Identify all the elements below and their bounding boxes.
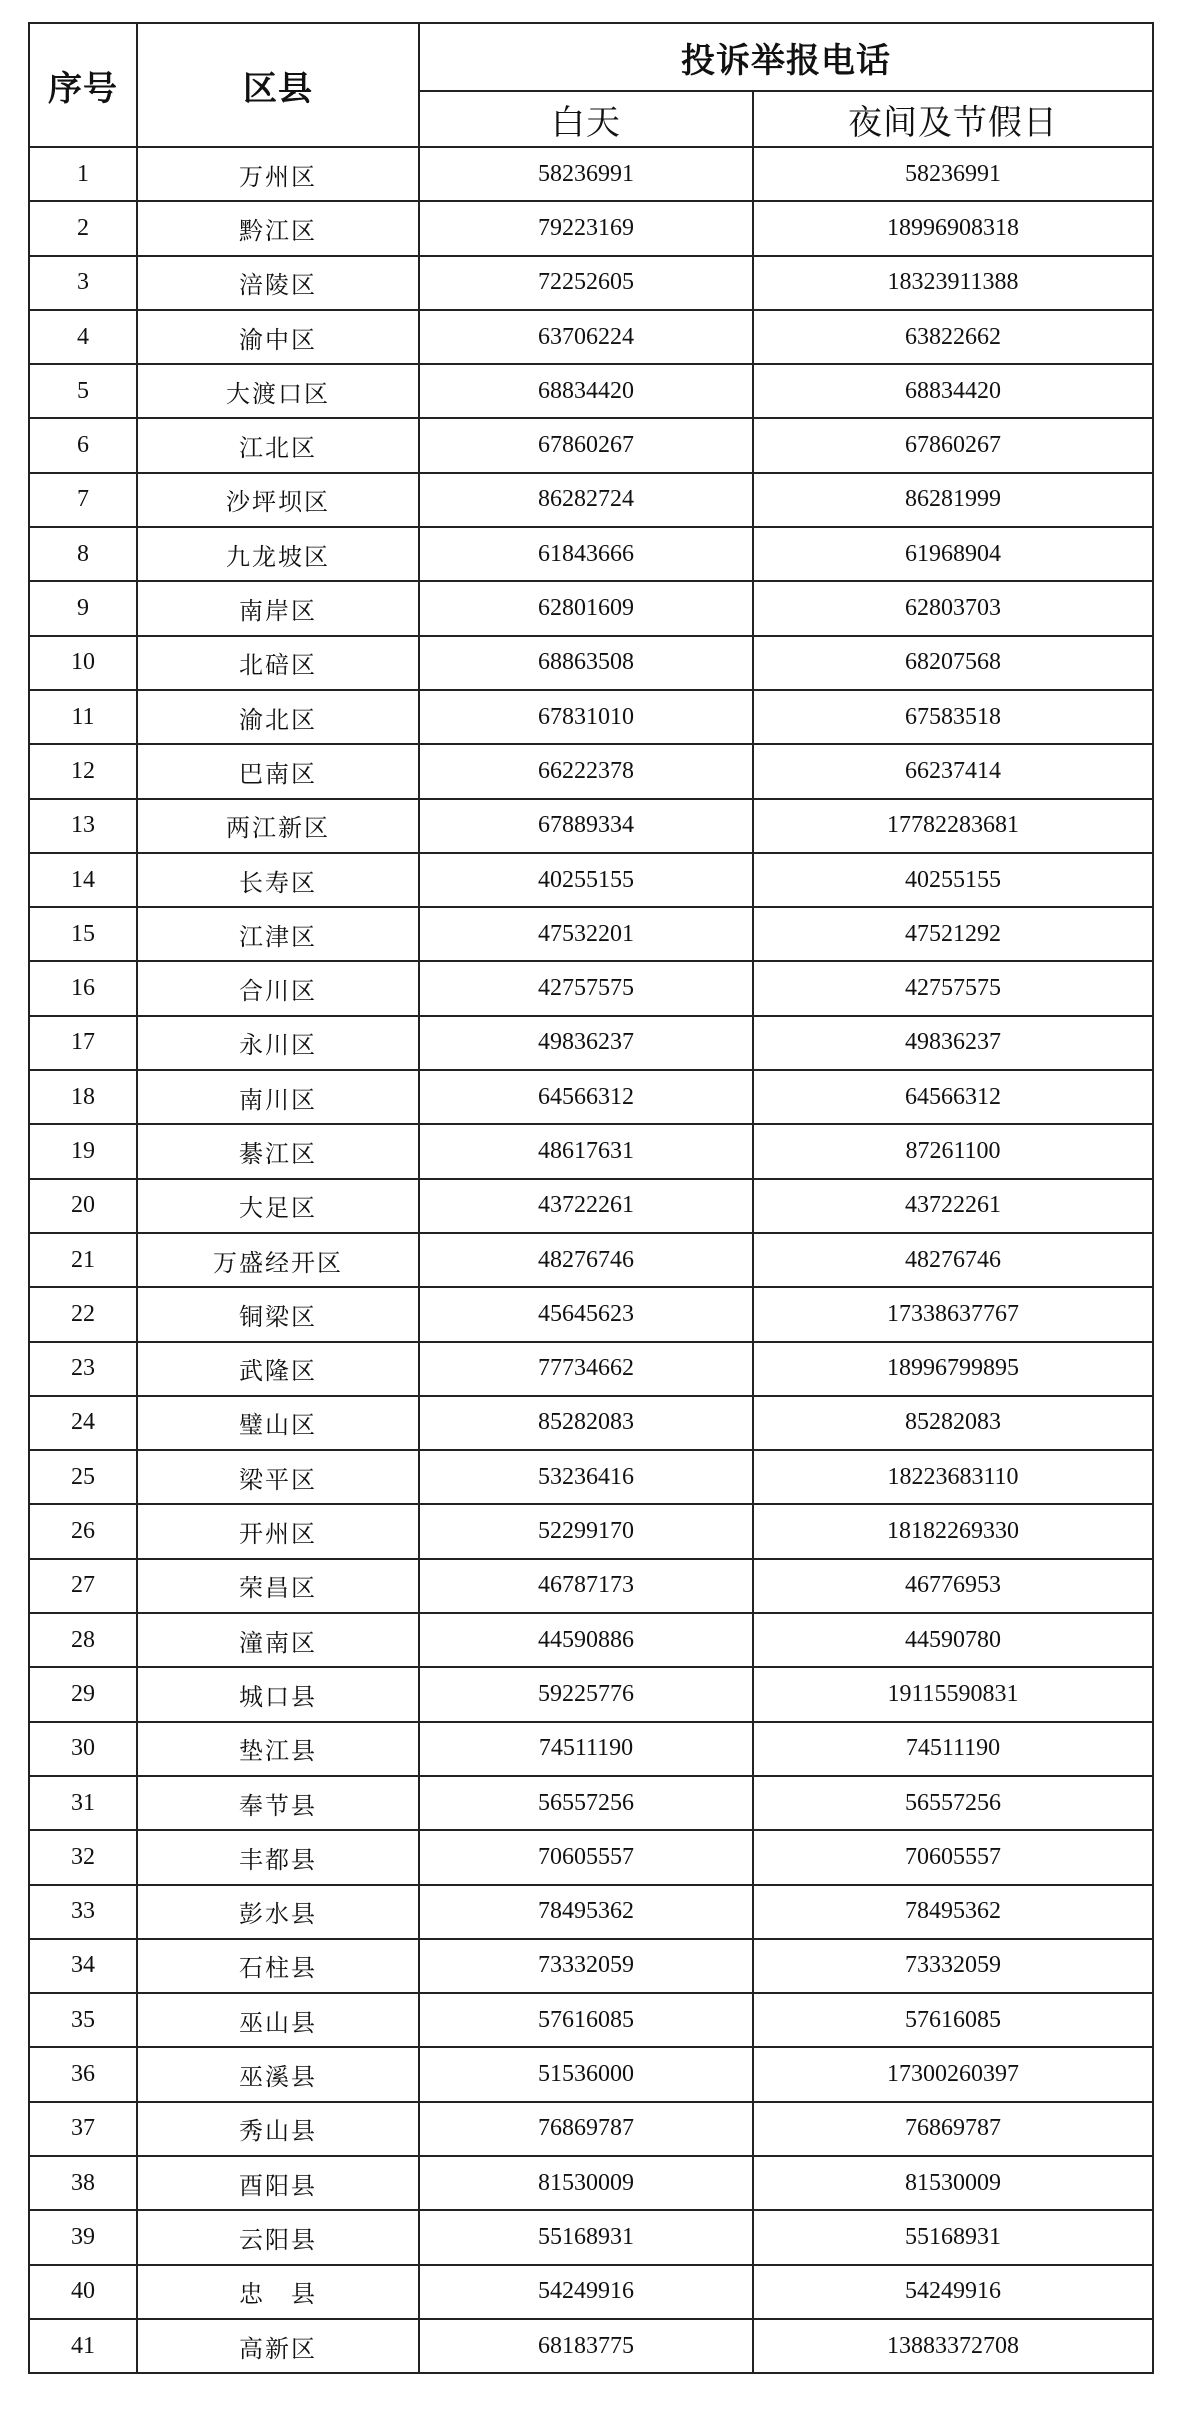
cell-night-phone: 86281999 (753, 473, 1153, 527)
cell-district: 南岸区 (137, 581, 419, 635)
cell-night-phone: 49836237 (753, 1016, 1153, 1070)
cell-index: 26 (29, 1504, 137, 1558)
cell-night-phone: 58236991 (753, 147, 1153, 201)
cell-day-phone: 45645623 (419, 1287, 753, 1341)
cell-index: 24 (29, 1396, 137, 1450)
cell-night-phone: 17782283681 (753, 799, 1153, 853)
cell-day-phone: 46787173 (419, 1559, 753, 1613)
table-row (29, 201, 1153, 255)
cell-district: 万州区 (137, 147, 419, 201)
table-row (29, 1504, 1153, 1558)
cell-day-phone: 67860267 (419, 418, 753, 472)
table-row (29, 2156, 1153, 2210)
cell-day-phone: 44590886 (419, 1613, 753, 1667)
cell-district: 巴南区 (137, 744, 419, 798)
cell-district: 渝中区 (137, 310, 419, 364)
cell-district: 合川区 (137, 961, 419, 1015)
cell-day-phone: 56557256 (419, 1776, 753, 1830)
cell-district: 涪陵区 (137, 256, 419, 310)
cell-day-phone: 47532201 (419, 907, 753, 961)
cell-index: 14 (29, 853, 137, 907)
table-row (29, 256, 1153, 310)
cell-night-phone: 40255155 (753, 853, 1153, 907)
cell-night-phone: 68207568 (753, 636, 1153, 690)
cell-index: 28 (29, 1613, 137, 1667)
table-row (29, 2210, 1153, 2264)
cell-day-phone: 68863508 (419, 636, 753, 690)
cell-index: 27 (29, 1559, 137, 1613)
cell-index: 25 (29, 1450, 137, 1504)
table-row (29, 1287, 1153, 1341)
cell-night-phone: 43722261 (753, 1179, 1153, 1233)
cell-index: 17 (29, 1016, 137, 1070)
cell-district: 垫江县 (137, 1722, 419, 1776)
table-row (29, 1179, 1153, 1233)
cell-night-phone: 17338637767 (753, 1287, 1153, 1341)
cell-index: 40 (29, 2265, 137, 2319)
header-district: 区县 (137, 23, 419, 147)
header-index: 序号 (29, 23, 137, 147)
cell-district: 綦江区 (137, 1124, 419, 1178)
cell-night-phone: 70605557 (753, 1830, 1153, 1884)
cell-day-phone: 85282083 (419, 1396, 753, 1450)
cell-district: 永川区 (137, 1016, 419, 1070)
table-row (29, 1233, 1153, 1287)
cell-district: 两江新区 (137, 799, 419, 853)
table-row (29, 1667, 1153, 1721)
complaint-phone-table (28, 22, 1154, 2374)
cell-night-phone: 42757575 (753, 961, 1153, 1015)
cell-district: 荣昌区 (137, 1559, 419, 1613)
cell-district: 丰都县 (137, 1830, 419, 1884)
cell-district: 北碚区 (137, 636, 419, 690)
cell-day-phone: 74511190 (419, 1722, 753, 1776)
table-row (29, 418, 1153, 472)
cell-day-phone: 66222378 (419, 744, 753, 798)
cell-index: 5 (29, 364, 137, 418)
cell-district: 铜梁区 (137, 1287, 419, 1341)
cell-day-phone: 62801609 (419, 581, 753, 635)
table-row (29, 2047, 1153, 2101)
table-row (29, 799, 1153, 853)
cell-index: 39 (29, 2210, 137, 2264)
table-row (29, 1993, 1153, 2047)
cell-district: 江北区 (137, 418, 419, 472)
cell-night-phone: 68834420 (753, 364, 1153, 418)
cell-index: 8 (29, 527, 137, 581)
cell-district: 开州区 (137, 1504, 419, 1558)
cell-night-phone: 55168931 (753, 2210, 1153, 2264)
table-row (29, 2319, 1153, 2373)
cell-night-phone: 17300260397 (753, 2047, 1153, 2101)
table-row (29, 473, 1153, 527)
cell-day-phone: 40255155 (419, 853, 753, 907)
table-row (29, 1885, 1153, 1939)
table-row (29, 636, 1153, 690)
cell-night-phone: 18223683110 (753, 1450, 1153, 1504)
cell-night-phone: 81530009 (753, 2156, 1153, 2210)
table-row (29, 2102, 1153, 2156)
cell-night-phone: 46776953 (753, 1559, 1153, 1613)
table-row (29, 690, 1153, 744)
cell-index: 4 (29, 310, 137, 364)
cell-day-phone: 59225776 (419, 1667, 753, 1721)
cell-index: 38 (29, 2156, 137, 2210)
cell-index: 37 (29, 2102, 137, 2156)
table-row (29, 581, 1153, 635)
cell-district: 黔江区 (137, 201, 419, 255)
cell-district: 云阳县 (137, 2210, 419, 2264)
cell-index: 1 (29, 147, 137, 201)
cell-district: 秀山县 (137, 2102, 419, 2156)
cell-index: 3 (29, 256, 137, 310)
table-row (29, 1722, 1153, 1776)
table-row (29, 1830, 1153, 1884)
cell-day-phone: 70605557 (419, 1830, 753, 1884)
table-row (29, 1559, 1153, 1613)
cell-district: 石柱县 (137, 1939, 419, 1993)
cell-night-phone: 67583518 (753, 690, 1153, 744)
cell-index: 35 (29, 1993, 137, 2047)
table-row (29, 1450, 1153, 1504)
cell-district: 潼南区 (137, 1613, 419, 1667)
table-row (29, 1939, 1153, 1993)
header-phone-group: 投诉举报电话 (419, 23, 1153, 91)
cell-night-phone: 47521292 (753, 907, 1153, 961)
cell-day-phone: 68183775 (419, 2319, 753, 2373)
cell-day-phone: 51536000 (419, 2047, 753, 2101)
cell-index: 22 (29, 1287, 137, 1341)
cell-index: 30 (29, 1722, 137, 1776)
cell-day-phone: 86282724 (419, 473, 753, 527)
cell-district: 忠 县 (137, 2265, 419, 2319)
cell-day-phone: 67831010 (419, 690, 753, 744)
cell-day-phone: 48617631 (419, 1124, 753, 1178)
cell-index: 19 (29, 1124, 137, 1178)
table-row (29, 1070, 1153, 1124)
cell-index: 18 (29, 1070, 137, 1124)
table-row (29, 364, 1153, 418)
cell-night-phone: 57616085 (753, 1993, 1153, 2047)
cell-district: 巫山县 (137, 1993, 419, 2047)
cell-day-phone: 49836237 (419, 1016, 753, 1070)
cell-night-phone: 48276746 (753, 1233, 1153, 1287)
cell-index: 32 (29, 1830, 137, 1884)
cell-index: 9 (29, 581, 137, 635)
cell-index: 23 (29, 1342, 137, 1396)
cell-index: 33 (29, 1885, 137, 1939)
cell-district: 南川区 (137, 1070, 419, 1124)
cell-day-phone: 57616085 (419, 1993, 753, 2047)
cell-day-phone: 78495362 (419, 1885, 753, 1939)
cell-district: 梁平区 (137, 1450, 419, 1504)
cell-index: 36 (29, 2047, 137, 2101)
cell-district: 江津区 (137, 907, 419, 961)
cell-district: 巫溪县 (137, 2047, 419, 2101)
cell-night-phone: 85282083 (753, 1396, 1153, 1450)
table-row (29, 147, 1153, 201)
cell-index: 16 (29, 961, 137, 1015)
cell-day-phone: 48276746 (419, 1233, 753, 1287)
header-night: 夜间及节假日 (753, 91, 1153, 147)
cell-day-phone: 58236991 (419, 147, 753, 201)
cell-night-phone: 44590780 (753, 1613, 1153, 1667)
cell-night-phone: 78495362 (753, 1885, 1153, 1939)
cell-district: 奉节县 (137, 1776, 419, 1830)
cell-night-phone: 54249916 (753, 2265, 1153, 2319)
cell-day-phone: 53236416 (419, 1450, 753, 1504)
cell-district: 武隆区 (137, 1342, 419, 1396)
cell-night-phone: 67860267 (753, 418, 1153, 472)
cell-night-phone: 18996799895 (753, 1342, 1153, 1396)
cell-day-phone: 68834420 (419, 364, 753, 418)
cell-night-phone: 87261100 (753, 1124, 1153, 1178)
table-row (29, 1776, 1153, 1830)
cell-day-phone: 61843666 (419, 527, 753, 581)
cell-day-phone: 54249916 (419, 2265, 753, 2319)
cell-night-phone: 63822662 (753, 310, 1153, 364)
table-row (29, 744, 1153, 798)
table-row (29, 310, 1153, 364)
cell-index: 34 (29, 1939, 137, 1993)
cell-day-phone: 79223169 (419, 201, 753, 255)
table-row (29, 1613, 1153, 1667)
cell-district: 大足区 (137, 1179, 419, 1233)
cell-day-phone: 81530009 (419, 2156, 753, 2210)
cell-night-phone: 62803703 (753, 581, 1153, 635)
cell-index: 21 (29, 1233, 137, 1287)
cell-night-phone: 74511190 (753, 1722, 1153, 1776)
cell-index: 2 (29, 201, 137, 255)
cell-district: 高新区 (137, 2319, 419, 2373)
cell-index: 31 (29, 1776, 137, 1830)
table-row (29, 1342, 1153, 1396)
cell-night-phone: 18182269330 (753, 1504, 1153, 1558)
table-row (29, 2265, 1153, 2319)
cell-day-phone: 72252605 (419, 256, 753, 310)
cell-night-phone: 66237414 (753, 744, 1153, 798)
cell-day-phone: 76869787 (419, 2102, 753, 2156)
cell-district: 沙坪坝区 (137, 473, 419, 527)
cell-district: 渝北区 (137, 690, 419, 744)
cell-night-phone: 18323911388 (753, 256, 1153, 310)
cell-district: 城口县 (137, 1667, 419, 1721)
cell-index: 13 (29, 799, 137, 853)
cell-index: 20 (29, 1179, 137, 1233)
table-row (29, 1124, 1153, 1178)
table-row (29, 907, 1153, 961)
cell-day-phone: 52299170 (419, 1504, 753, 1558)
cell-day-phone: 55168931 (419, 2210, 753, 2264)
cell-night-phone: 61968904 (753, 527, 1153, 581)
cell-index: 7 (29, 473, 137, 527)
cell-day-phone: 64566312 (419, 1070, 753, 1124)
cell-index: 12 (29, 744, 137, 798)
cell-day-phone: 67889334 (419, 799, 753, 853)
cell-district: 九龙坡区 (137, 527, 419, 581)
table-row (29, 1396, 1153, 1450)
header-day: 白天 (419, 91, 753, 147)
table-row (29, 1016, 1153, 1070)
cell-district: 长寿区 (137, 853, 419, 907)
cell-index: 10 (29, 636, 137, 690)
cell-day-phone: 43722261 (419, 1179, 753, 1233)
cell-day-phone: 73332059 (419, 1939, 753, 1993)
cell-night-phone: 56557256 (753, 1776, 1153, 1830)
cell-day-phone: 63706224 (419, 310, 753, 364)
cell-district: 大渡口区 (137, 364, 419, 418)
cell-index: 29 (29, 1667, 137, 1721)
cell-night-phone: 18996908318 (753, 201, 1153, 255)
cell-night-phone: 73332059 (753, 1939, 1153, 1993)
cell-night-phone: 76869787 (753, 2102, 1153, 2156)
cell-index: 6 (29, 418, 137, 472)
cell-index: 41 (29, 2319, 137, 2373)
cell-day-phone: 42757575 (419, 961, 753, 1015)
table-row (29, 527, 1153, 581)
cell-night-phone: 64566312 (753, 1070, 1153, 1124)
cell-night-phone: 19115590831 (753, 1667, 1153, 1721)
cell-district: 酉阳县 (137, 2156, 419, 2210)
table-row (29, 961, 1153, 1015)
table-row (29, 853, 1153, 907)
cell-district: 彭水县 (137, 1885, 419, 1939)
cell-district: 璧山区 (137, 1396, 419, 1450)
cell-day-phone: 77734662 (419, 1342, 753, 1396)
table-body (29, 147, 1153, 2373)
cell-night-phone: 13883372708 (753, 2319, 1153, 2373)
cell-index: 11 (29, 690, 137, 744)
cell-index: 15 (29, 907, 137, 961)
cell-district: 万盛经开区 (137, 1233, 419, 1287)
